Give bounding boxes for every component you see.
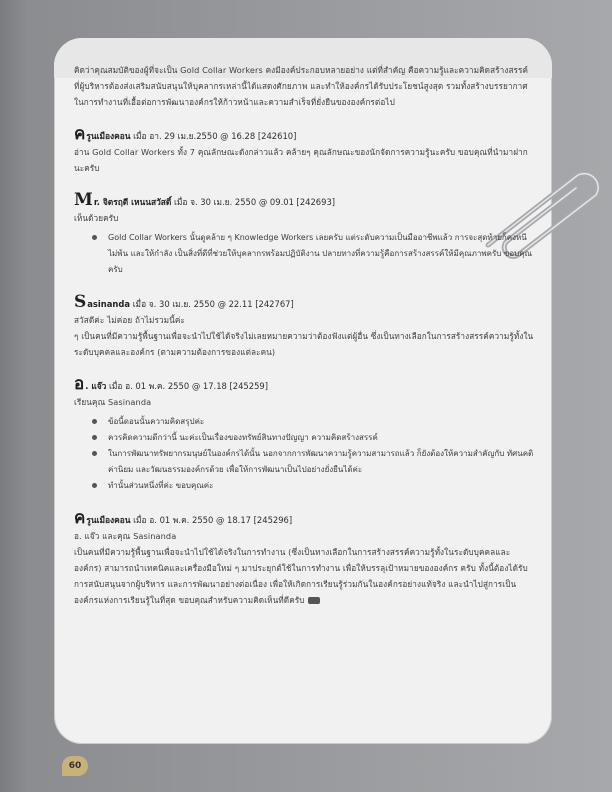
list-item-text: ควรคิดความดีกว่านี้ นะค่ะเป็นเรื่องของทรัพย์สินทางปัญญา ความคิดสร้างสรรค์ bbox=[108, 433, 378, 442]
author-initial: ค bbox=[74, 508, 86, 528]
article-content bbox=[74, 62, 536, 608]
comment-meta: เมื่อ อ. 01 พ.ค. 2550 @ 18.17 [245296] bbox=[133, 515, 293, 525]
comment-intro: เรียนคุณ Sasinanda bbox=[74, 397, 152, 407]
comment-body: ๆ เป็นคนที่มีความรู้พื้นฐานเพื่อจะนำไปใช้ได้จริงไม่เลยหมายความว่าต้องฟังแต่ผู้อื่น ซึ่งเป็นทางเลือกในการสร้างสรรค์ความรู้ทั้งในระดับบุคคลและองค์กร (ตามความต้องการของแต่ละคน) bbox=[74, 331, 534, 357]
comment-3 bbox=[74, 294, 536, 360]
comment-body: อ่าน Gold Collar Workers ทั้ง 7 คุณลักษณะดังกล่าวแล้ว คล้ายๆ คุณลักษณะของนักจัดการความรู้นะครับ ขอบคุณที่นำมาฝากนะครับ bbox=[74, 147, 528, 173]
comment-meta: เมื่อ อ. 01 พ.ค. 2550 @ 17.18 [245259] bbox=[109, 381, 269, 391]
page-number: 60 bbox=[62, 756, 88, 776]
comment-5 bbox=[74, 510, 536, 608]
comment-meta: เมื่อ อา. 29 เม.ย.2550 @ 16.28 [242610] bbox=[133, 131, 297, 141]
list-item bbox=[74, 414, 536, 430]
comment-body bbox=[74, 544, 536, 608]
bullet-icon bbox=[92, 451, 97, 456]
end-of-article-icon bbox=[308, 597, 320, 604]
author-name: r. จิตรฤดี เหนนสวัสดิ์ bbox=[93, 197, 172, 207]
author-initial: M bbox=[74, 190, 93, 210]
bullet-list bbox=[74, 414, 536, 494]
list-item bbox=[74, 230, 536, 278]
list-item bbox=[74, 430, 536, 446]
author-initial: อ bbox=[74, 374, 85, 394]
comment-2 bbox=[74, 192, 536, 278]
binding-gutter bbox=[0, 0, 30, 792]
bullet-icon bbox=[92, 419, 97, 424]
list-item bbox=[74, 446, 536, 478]
list-item-text: ทำนั้นส่วนหนึ่งที่ค่ะ ขอบคุณค่ะ bbox=[108, 481, 214, 490]
comment-author-line bbox=[74, 126, 536, 144]
author-name: รูนเมืองคอน bbox=[86, 131, 131, 141]
bullet-list bbox=[74, 230, 536, 278]
comment-author-line bbox=[74, 376, 536, 394]
author-initial: ค bbox=[74, 124, 86, 144]
bullet-icon bbox=[92, 435, 97, 440]
comment-intro: สวัสดีค่ะ ไม่ค่อย ถ้าไม่รวมนี้ค่ะ bbox=[74, 315, 185, 325]
comment-intro: อ. แจ๊ว และคุณ Sasinanda bbox=[74, 531, 177, 541]
list-item-text: ข้อนี้ดอนนั้นความคิดสรุปค่ะ bbox=[108, 417, 205, 426]
comment-intro: เห็นด้วยครับ bbox=[74, 213, 119, 223]
comment-1 bbox=[74, 126, 536, 176]
comment-author-line bbox=[74, 510, 536, 528]
bullet-icon bbox=[92, 235, 97, 240]
list-item-text: ในการพัฒนาทรัพยากรมนุษย์ในองค์กรได้นั้น นอกจากการพัฒนาความรู้ความสามารถแล้ว ก็ยังต้องให้ความสำคัญกับ ทัศนคติ ค่านิยม และวัฒนธรรมองค์กรด้วย เพื่อให้การพัฒนาเป็นไปอย่างยั่งยืนได้ค่ะ bbox=[108, 449, 534, 474]
list-item bbox=[74, 478, 536, 494]
author-name: รูนเมืองคอน bbox=[86, 515, 131, 525]
author-name: asinanda bbox=[87, 299, 131, 309]
bullet-icon bbox=[92, 483, 97, 488]
intro-paragraph: คิดว่าคุณสมบัติของผู้ที่จะเป็น Gold Collar Workers คงมีองค์ประกอบหลายอย่าง แต่ที่สำคัญ คือความรู้และความคิดสร้างสรรค์ ที่ผู้บริหารต้องส่งเสริมสนับสนุนให้บุคลากรเหล่านี้ได้แสดงศักยภาพ และทำให้องค์กรได้รับประโยชน์สูงสุด รวมทั้งสร้างบรรยากาศในการทำงานที่เอื้อต่อการพัฒนาองค์กรให้ก้าวหน้าและความสำเร็จที่ยั่งยืนขององค์กรต่อไป bbox=[74, 65, 529, 107]
list-item-text: Gold Collar Workers นั้นดูคล้าย ๆ Knowledge Workers เลยครับ แต่ระดับความเป็นมืออาชีพแล้ว การจะสุดท้ายก็คงหนีไม่พ้น และให้กำลัง เป็นสิ่งที่ดีที่ช่วยให้บุคลากรพร้อมปฏิบัติงาน ปลายทางที่ความรู้คือการสร้างสรรค์ให้มีคุณภาพครับ ขอบคุณครับ bbox=[108, 233, 533, 274]
comment-meta: เมื่อ จ. 30 เม.ย. 2550 @ 09.01 [242693] bbox=[174, 197, 336, 207]
comment-author-line bbox=[74, 294, 536, 312]
comment-meta: เมื่อ จ. 30 เม.ย. 2550 @ 22.11 [242767] bbox=[132, 299, 294, 309]
comment-4 bbox=[74, 376, 536, 494]
author-name: . แจ๊ว bbox=[85, 381, 107, 391]
comment-author-line bbox=[74, 192, 536, 210]
comment-body-text: เป็นคนที่มีความรู้พื้นฐานเพื่อจะนำไปใช้ได้จริงในการทำงาน (ซึ่งเป็นทางเลือกในการสร้างสรรค์ความรู้ทั้งในระดับบุคคลและองค์กร) สามารถนำเทคนิคและเครื่องมือใหม่ ๆ มาประยุกต์ใช้ในการทำงาน เพื่อให้บรรลุเป้าหมายขององค์กร ครับ ทั้งนี้ต้องได้รับการสนับสนุนจากผู้บริหาร และการพัฒนาอย่างต่อเนื่อง เพื่อให้เกิดการเรียนรู้ร่วมกันในองค์กรอย่างแท้จริง และนำไปสู่การเป็นองค์กรแห่งการเรียนรู้ในที่สุด ขอบคุณสำหรับความคิดเห็นที่ดีครับ bbox=[74, 547, 528, 605]
author-initial: S bbox=[74, 292, 87, 312]
